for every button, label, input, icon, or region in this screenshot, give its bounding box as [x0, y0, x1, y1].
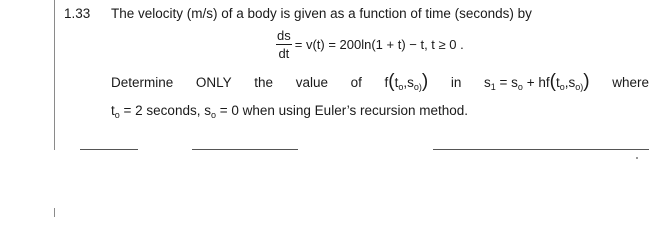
euler-step-expression: $s_1 = s_o + hf(t_o,s_{o)})$ — [484, 71, 590, 92]
task-line — [111, 72, 649, 92]
word-only: ONLY — [195, 74, 232, 90]
f-t0-s0-expression: $f(t_o,s_{o)})$ — [384, 71, 429, 92]
stray-dot — [636, 157, 638, 159]
word-value: value — [295, 74, 328, 90]
initial-conditions: $t_o = 2$ seconds, $s_o = 0$ when using Euler’s recursion method. — [111, 103, 469, 120]
answer-blank-1[interactable] — [80, 149, 138, 150]
question-intro: The velocity (m/s) of a body is given as a function of time (seconds) by — [111, 6, 532, 21]
word-of: of — [350, 74, 362, 90]
word-in: in — [450, 74, 462, 90]
word-determine: Determine — [111, 74, 174, 90]
fraction-denominator: dt — [278, 45, 290, 61]
left-margin-tick — [54, 208, 55, 217]
word-the: the — [254, 74, 274, 90]
question-number: 1.33 — [64, 6, 91, 21]
word-where: where — [612, 74, 649, 90]
equation-rhs: = v(t) = 200ln(1 + t) − t, t ≥ 0 . — [294, 36, 464, 52]
velocity-equation — [276, 26, 464, 62]
answer-blank-2[interactable] — [192, 149, 298, 150]
fraction-numerator: ds — [277, 27, 291, 43]
ds-dt-fraction — [276, 29, 292, 60]
left-margin-rule — [54, 0, 55, 150]
answer-blank-3[interactable] — [433, 149, 649, 150]
